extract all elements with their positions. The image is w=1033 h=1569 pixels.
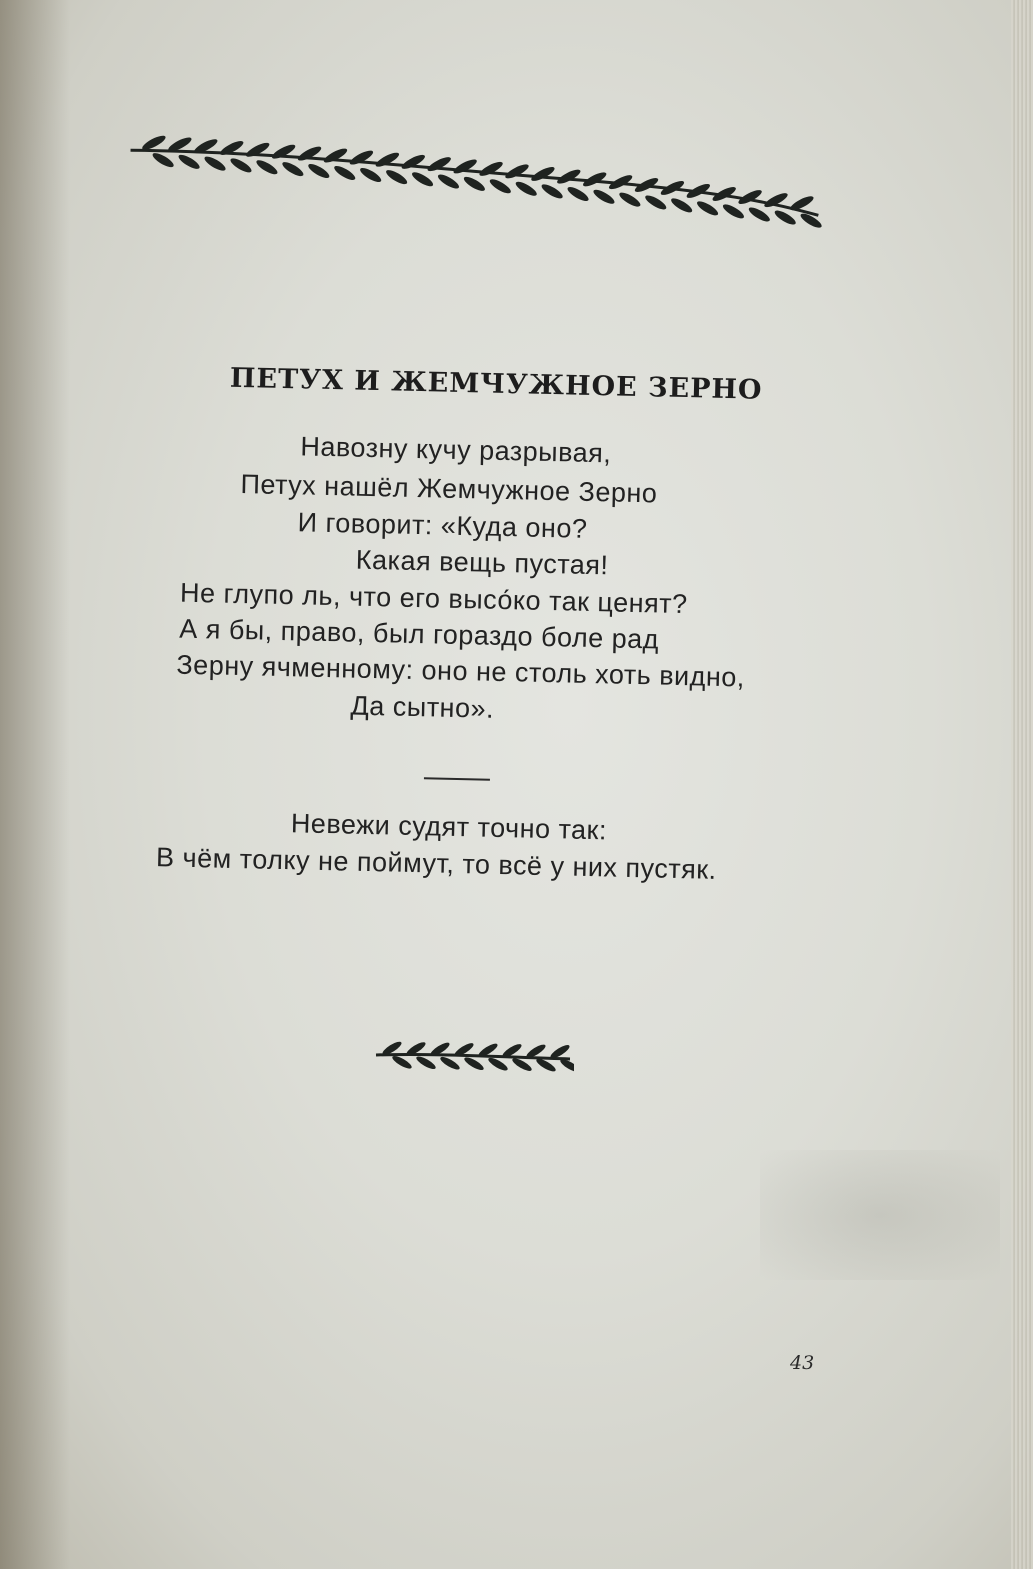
verse-line-1: Навозну кучу разрывая, [300, 431, 612, 469]
verse-line-8: Да сытно». [350, 690, 495, 724]
verse-line-3: И говорит: «Куда оно? [297, 507, 588, 544]
olive-sprig-ornament-icon [372, 1033, 574, 1083]
poem-title: ПЕТУХ И ЖЕМЧУЖНОЕ ЗЕРНО [229, 362, 763, 406]
moral-line-1: Невежи судят точно так: [290, 808, 608, 846]
leaf-shape [439, 1055, 462, 1072]
verse-line-5: Не глупо ль, что его высо́ко так ценят? [179, 577, 688, 620]
leaf-shape [415, 1054, 438, 1071]
verse-line-6: А я бы, право, был гораздо боле рад [178, 613, 660, 655]
section-divider [424, 777, 490, 780]
verse-line-2: Петух нашёл Жемчужное Зерно [240, 468, 658, 509]
verse-line-7: Зерну ячменному: оно не столь хоть видно, [176, 649, 746, 693]
page-number: 43 [790, 1352, 815, 1374]
leaf-shape [463, 1055, 486, 1072]
moral-line-2: В чём толку не поймут, то всё у них пустяк. [155, 842, 717, 885]
leaf-shape [391, 1054, 414, 1071]
verse-line-4: Какая вещь пустая! [355, 544, 609, 581]
